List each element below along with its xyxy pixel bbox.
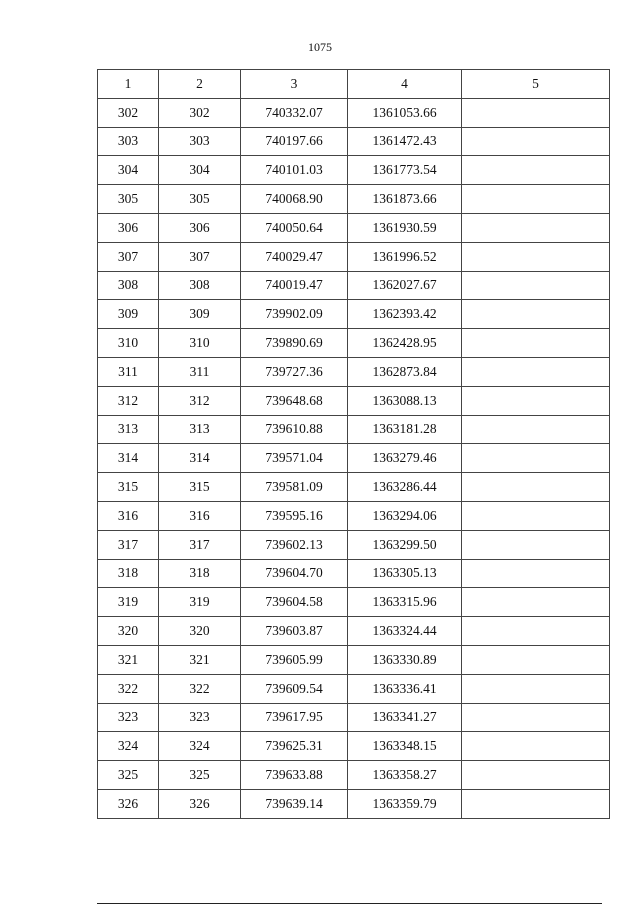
table-cell: 320 <box>98 617 159 646</box>
table-cell: 314 <box>159 444 241 473</box>
table-cell: 1362428.95 <box>348 329 462 358</box>
table-cell: 323 <box>98 703 159 732</box>
table-cell <box>462 329 610 358</box>
table-row <box>98 386 610 415</box>
table-row <box>98 645 610 674</box>
table-cell: 319 <box>98 588 159 617</box>
table-cell: 1363279.46 <box>348 444 462 473</box>
table-cell: 310 <box>98 329 159 358</box>
table-cell: 1362027.67 <box>348 271 462 300</box>
table-cell: 324 <box>159 732 241 761</box>
table-cell: 303 <box>98 127 159 156</box>
table-row <box>98 329 610 358</box>
table-cell: 1363088.13 <box>348 386 462 415</box>
column-header: 1 <box>98 70 159 99</box>
table-row <box>98 444 610 473</box>
table-cell: 325 <box>98 761 159 790</box>
table-cell: 740029.47 <box>241 242 348 271</box>
table-cell: 739639.14 <box>241 789 348 818</box>
table-cell: 739605.99 <box>241 645 348 674</box>
table-cell: 1363294.06 <box>348 501 462 530</box>
table-row <box>98 300 610 329</box>
column-header: 5 <box>462 70 610 99</box>
table-row <box>98 242 610 271</box>
table-cell: 326 <box>159 789 241 818</box>
table-cell <box>462 156 610 185</box>
table-cell <box>462 127 610 156</box>
table-cell: 313 <box>159 415 241 444</box>
table-row <box>98 617 610 646</box>
table-cell: 312 <box>159 386 241 415</box>
table-cell: 316 <box>98 501 159 530</box>
table-cell: 316 <box>159 501 241 530</box>
table-cell <box>462 645 610 674</box>
table-cell <box>462 444 610 473</box>
table-cell: 1361773.54 <box>348 156 462 185</box>
table-cell: 1363286.44 <box>348 473 462 502</box>
table-cell: 317 <box>98 530 159 559</box>
table-cell: 1363181.28 <box>348 415 462 444</box>
table-cell <box>462 242 610 271</box>
table-cell: 1363305.13 <box>348 559 462 588</box>
table-row <box>98 501 610 530</box>
table-cell: 315 <box>98 473 159 502</box>
column-header: 2 <box>159 70 241 99</box>
table-cell: 318 <box>159 559 241 588</box>
table-row <box>98 213 610 242</box>
table-row <box>98 732 610 761</box>
table-cell <box>462 213 610 242</box>
column-header: 3 <box>241 70 348 99</box>
table-row <box>98 98 610 127</box>
table-cell: 739902.09 <box>241 300 348 329</box>
table-row <box>98 761 610 790</box>
table-cell <box>462 789 610 818</box>
table-cell: 310 <box>159 329 241 358</box>
table-cell: 314 <box>98 444 159 473</box>
table-cell: 739581.09 <box>241 473 348 502</box>
table-cell: 313 <box>98 415 159 444</box>
table-cell: 1363348.15 <box>348 732 462 761</box>
table-row <box>98 156 610 185</box>
table-cell: 740197.66 <box>241 127 348 156</box>
table-cell: 1363315.96 <box>348 588 462 617</box>
table-cell: 307 <box>98 242 159 271</box>
table-row <box>98 185 610 214</box>
table-row <box>98 357 610 386</box>
table-cell <box>462 674 610 703</box>
table-cell: 311 <box>159 357 241 386</box>
table-cell: 319 <box>159 588 241 617</box>
table-cell: 302 <box>98 98 159 127</box>
table-cell: 739571.04 <box>241 444 348 473</box>
table-cell: 309 <box>159 300 241 329</box>
table-row <box>98 588 610 617</box>
table-cell: 308 <box>98 271 159 300</box>
table-cell <box>462 386 610 415</box>
table-cell: 740019.47 <box>241 271 348 300</box>
table-cell: 1361930.59 <box>348 213 462 242</box>
coordinates-table <box>97 69 610 819</box>
table-cell <box>462 588 610 617</box>
page-number: 1075 <box>308 40 332 54</box>
table-cell: 303 <box>159 127 241 156</box>
column-header: 4 <box>348 70 462 99</box>
table-row <box>98 473 610 502</box>
table-cell: 326 <box>98 789 159 818</box>
table-cell: 1363336.41 <box>348 674 462 703</box>
table-cell: 739727.36 <box>241 357 348 386</box>
table-cell: 302 <box>159 98 241 127</box>
table-cell: 322 <box>98 674 159 703</box>
table-cell: 740101.03 <box>241 156 348 185</box>
table-cell: 739890.69 <box>241 329 348 358</box>
table-cell: 739610.88 <box>241 415 348 444</box>
table-header-row <box>98 70 610 99</box>
table-cell <box>462 501 610 530</box>
table-cell: 318 <box>98 559 159 588</box>
table-cell: 312 <box>98 386 159 415</box>
table-cell <box>462 617 610 646</box>
table-row <box>98 415 610 444</box>
table-cell: 739609.54 <box>241 674 348 703</box>
table-row <box>98 559 610 588</box>
table-cell <box>462 271 610 300</box>
table-cell: 739603.87 <box>241 617 348 646</box>
table-cell: 304 <box>159 156 241 185</box>
table-row <box>98 789 610 818</box>
table-cell: 739648.68 <box>241 386 348 415</box>
table-cell: 739604.58 <box>241 588 348 617</box>
table-cell: 311 <box>98 357 159 386</box>
table-cell: 306 <box>98 213 159 242</box>
table-cell: 308 <box>159 271 241 300</box>
table-cell <box>462 185 610 214</box>
table-cell <box>462 732 610 761</box>
table-cell: 321 <box>159 645 241 674</box>
table-cell <box>462 415 610 444</box>
table-cell: 739595.16 <box>241 501 348 530</box>
table-cell: 1361996.52 <box>348 242 462 271</box>
table-cell: 740050.64 <box>241 213 348 242</box>
table-cell: 306 <box>159 213 241 242</box>
footer-rule <box>97 903 602 904</box>
table-cell: 739602.13 <box>241 530 348 559</box>
table-cell: 324 <box>98 732 159 761</box>
table-row <box>98 530 610 559</box>
table-cell <box>462 98 610 127</box>
table-cell: 740332.07 <box>241 98 348 127</box>
table-cell: 1362393.42 <box>348 300 462 329</box>
table-cell: 304 <box>98 156 159 185</box>
table-cell: 305 <box>98 185 159 214</box>
table-row <box>98 703 610 732</box>
table-cell: 309 <box>98 300 159 329</box>
table-cell: 315 <box>159 473 241 502</box>
table-cell: 1363299.50 <box>348 530 462 559</box>
table-cell: 1361472.43 <box>348 127 462 156</box>
table-cell: 739625.31 <box>241 732 348 761</box>
table-cell <box>462 559 610 588</box>
table-cell: 1363341.27 <box>348 703 462 732</box>
table-cell: 1361873.66 <box>348 185 462 214</box>
table-cell <box>462 473 610 502</box>
table-cell: 1363330.89 <box>348 645 462 674</box>
table-cell <box>462 530 610 559</box>
table-cell: 320 <box>159 617 241 646</box>
table-cell: 325 <box>159 761 241 790</box>
table-cell: 740068.90 <box>241 185 348 214</box>
table-cell: 322 <box>159 674 241 703</box>
table-cell: 1363324.44 <box>348 617 462 646</box>
table-cell: 1361053.66 <box>348 98 462 127</box>
table-cell: 739617.95 <box>241 703 348 732</box>
table-cell: 323 <box>159 703 241 732</box>
table-cell <box>462 703 610 732</box>
table-cell: 1362873.84 <box>348 357 462 386</box>
table-cell: 1363358.27 <box>348 761 462 790</box>
table-cell <box>462 761 610 790</box>
table-cell: 739604.70 <box>241 559 348 588</box>
table-row <box>98 127 610 156</box>
table-cell <box>462 357 610 386</box>
table-cell: 1363359.79 <box>348 789 462 818</box>
table-body <box>98 98 610 818</box>
table-row <box>98 271 610 300</box>
table-cell <box>462 300 610 329</box>
table-cell: 321 <box>98 645 159 674</box>
table-cell: 739633.88 <box>241 761 348 790</box>
table-cell: 317 <box>159 530 241 559</box>
table-row <box>98 674 610 703</box>
table-cell: 305 <box>159 185 241 214</box>
table-cell: 307 <box>159 242 241 271</box>
